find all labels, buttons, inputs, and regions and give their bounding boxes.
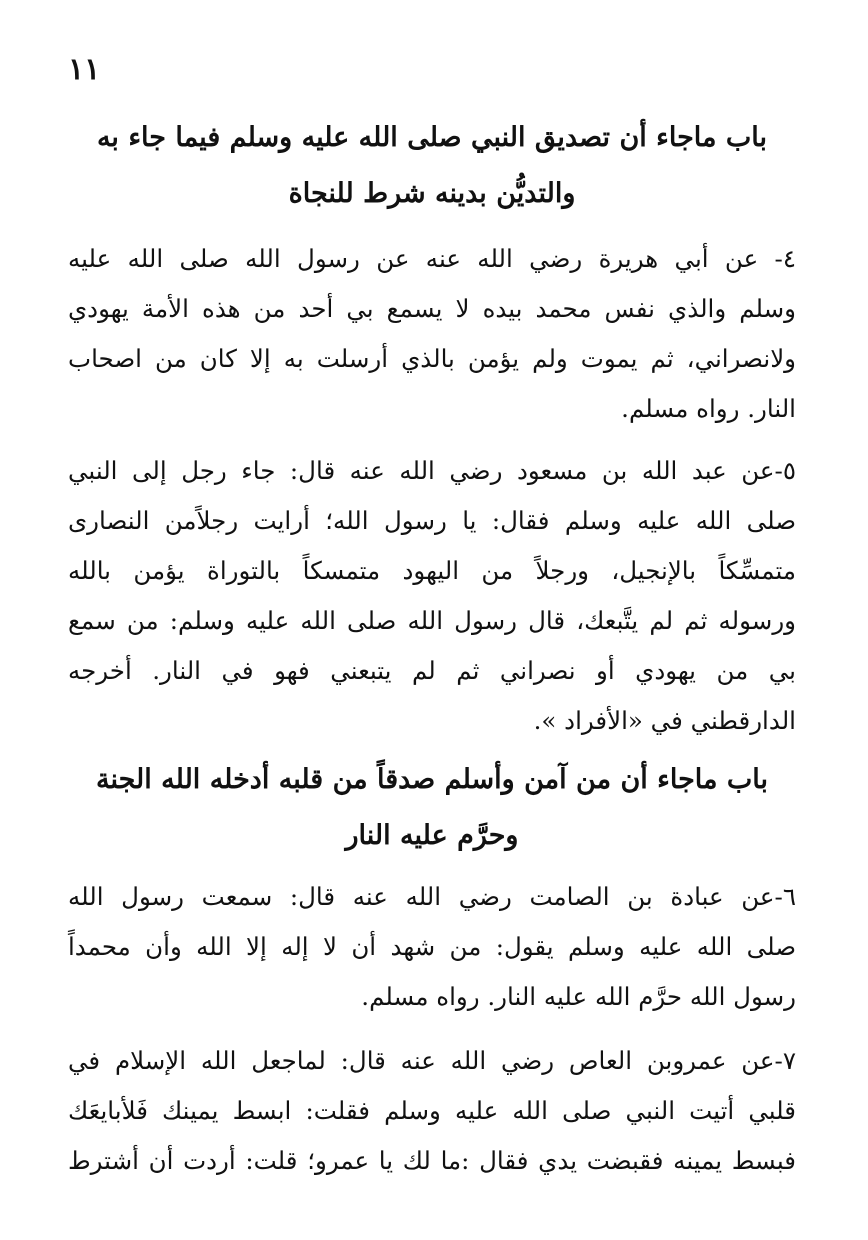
heading-line: باب ماجاء أن من آمن وأسلم صدقاً من قلبه أدخله الله الجنة bbox=[95, 764, 769, 795]
text-line: صلى الله عليه وسلم فقال: يا رسول الله؛ أرايت رجلاًمن النصارى bbox=[68, 506, 796, 535]
hadith-5-paragraph bbox=[68, 446, 796, 746]
text-line: ٧-عن عمروبن العاص رضي الله عنه قال: لماجعل الله الإسلام في bbox=[68, 1046, 796, 1075]
text-line: النار. رواه مسلم. bbox=[621, 394, 796, 423]
text-line: رسول الله حرَّم الله عليه النار. رواه مسلم. bbox=[361, 982, 796, 1011]
text-line: ورسوله ثم لم يتَّبعك، قال رسول الله صلى الله عليه وسلم: من سمع bbox=[68, 606, 796, 635]
text-line: ٥-عن عبد الله بن مسعود رضي الله عنه قال: جاء رجل إلى النبي bbox=[68, 456, 796, 485]
heading-line: والتديُّن بدينه شرط للنجاة bbox=[288, 178, 576, 209]
text-line: قلبي أتيت النبي صلى الله عليه وسلم فقلت: ابسط يمينك فَلأبايعَك bbox=[68, 1096, 796, 1125]
text-line: صلى الله عليه وسلم يقول: من شهد أن لا إله إلا الله وأن محمداً bbox=[68, 932, 796, 961]
text-line: بي من يهودي أو نصراني ثم لم يتبعني فهو في النار. أخرجه bbox=[68, 656, 796, 685]
chapter-heading-paradise bbox=[68, 752, 796, 864]
hadith-4-paragraph bbox=[68, 234, 796, 434]
text-line: وسلم والذي نفس محمد بيده لا يسمع بي أحد من هذه الأمة يهودي bbox=[68, 294, 796, 323]
text-line: ٤- عن أبي هريرة رضي الله عنه عن رسول الله صلى الله عليه bbox=[68, 244, 796, 273]
hadith-6-paragraph bbox=[68, 872, 796, 1022]
page-number: ١١ bbox=[68, 52, 101, 87]
text-line: الدارقطني في «الأفراد ». bbox=[533, 706, 796, 735]
hadith-7-paragraph bbox=[68, 1036, 796, 1186]
heading-line: وحرَّم عليه النار bbox=[345, 820, 519, 851]
heading-line: باب ماجاء أن تصديق النبي صلى الله عليه وسلم فيما جاء به bbox=[96, 122, 768, 153]
page-content bbox=[68, 110, 796, 1186]
text-line: متمسِّكاً بالإنجيل، ورجلاً من اليهود متمسكاً بالتوراة يؤمن بالله bbox=[68, 556, 796, 585]
text-line: ٦-عن عبادة بن الصامت رضي الله عنه قال: سمعت رسول الله bbox=[68, 882, 796, 911]
text-line: ولانصراني، ثم يموت ولم يؤمن بالذي أرسلت به إلا كان من اصحاب bbox=[68, 344, 796, 373]
text-line: فبسط يمينه فقبضت يدي فقال :ما لك يا عمرو؛ قلت: أردت أن أشترط bbox=[68, 1146, 796, 1175]
chapter-heading-faith-condition bbox=[68, 110, 796, 222]
